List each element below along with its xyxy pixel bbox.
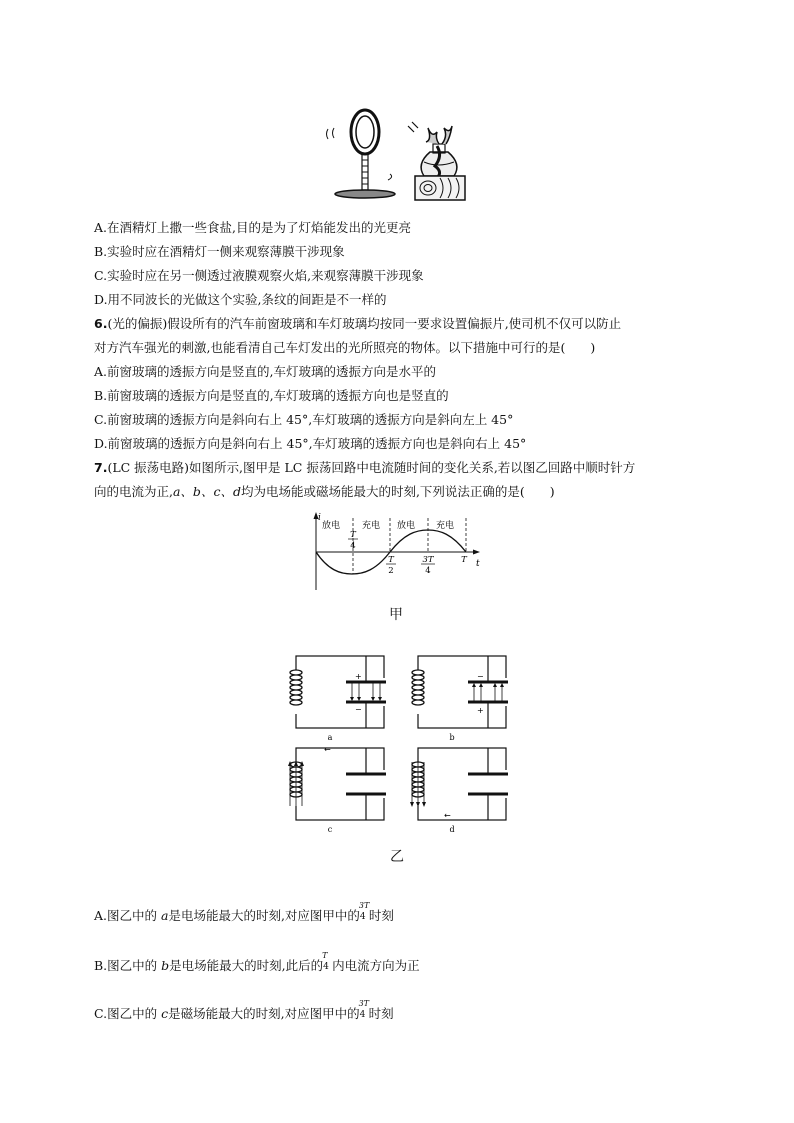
tick-t4-den: 4 — [350, 541, 356, 551]
q7-option-c: C.图乙中的 c是磁场能最大的时刻,对应图甲中的 3T 4 时刻 — [94, 999, 394, 1021]
q6-option-b: B.前窗玻璃的透振方向是竖直的,车灯玻璃的透振方向也是竖直的 — [94, 388, 449, 403]
phase-label-3: 放电 — [397, 521, 416, 531]
circuit-b — [410, 656, 510, 742]
lc-circuits-figure — [286, 652, 516, 834]
svg-text:−: − — [477, 672, 484, 681]
q5-option-b: B.实验时应在酒精灯一侧来观察薄膜干涉现象 — [94, 244, 345, 259]
tick-3t4-num: 3T — [422, 555, 434, 565]
circuit-a-label: a — [327, 733, 333, 742]
q5-option-d: D.用不同波长的光做这个实验,条纹的间距是不一样的 — [94, 292, 387, 307]
caption-jia: 甲 — [389, 607, 403, 623]
tick-t2-den: 2 — [388, 566, 394, 576]
fraction-3t-4: 3T 4 — [358, 901, 370, 922]
circuit-a — [288, 656, 388, 742]
q6-number: 6. — [94, 316, 108, 331]
circuit-d — [410, 748, 510, 834]
q7-variables: a、b、c、d — [172, 484, 241, 499]
q6-option-a: A.前窗玻璃的透振方向是竖直的,车灯玻璃的透振方向是水平的 — [94, 364, 436, 379]
q6-option-d: D.前窗玻璃的透振方向是斜向右上 45°,车灯玻璃的透振方向也是斜向右上 45° — [94, 436, 527, 451]
q6-option-c: C.前窗玻璃的透振方向是斜向右上 45°,车灯玻璃的透振方向是斜向左上 45° — [94, 412, 514, 427]
fraction-t-4: T 4 — [322, 951, 329, 972]
q7-stem-line2: 向的电流为正,a、b、c、d均为电场能或磁场能最大的时刻,下列说法正确的是( ) — [94, 484, 555, 499]
q5-option-c: C.实验时应在另一侧透过液膜观察火焰,来观察薄膜干涉现象 — [94, 268, 424, 283]
thin-film-apparatus-figure — [320, 104, 480, 206]
tick-t: T — [461, 555, 467, 565]
current-time-graph — [300, 512, 490, 594]
q5-option-a: A.在酒精灯上撒一些食盐,目的是为了灯焰能发出的光更亮 — [94, 220, 411, 235]
q7-stem-line1: 7.(LC 振荡电路)如图所示,图甲是 LC 振荡回路中电流随时间的变化关系,若以图乙回路中顺时针方 — [94, 460, 636, 475]
fraction-3t-4-c: 3T 4 — [358, 999, 370, 1020]
svg-text:←: ← — [324, 745, 331, 754]
circuit-c-label: c — [327, 825, 333, 834]
t-axis-label: t — [476, 559, 480, 569]
q7-option-b: B.图乙中的 b是电场能最大的时刻,此后的 T 4 内电流方向为正 — [94, 951, 420, 973]
circuit-c — [288, 745, 388, 834]
circuit-b-label: b — [449, 733, 455, 742]
q7-option-a: A.图乙中的 a是电场能最大的时刻,对应图甲中的 3T 4 时刻 — [94, 901, 394, 923]
wire-ring-stand — [327, 110, 396, 198]
caption-yi: 乙 — [390, 849, 404, 865]
tick-t4-num: T — [350, 530, 356, 540]
tick-3t4-den: 4 — [425, 566, 431, 576]
svg-text:+: + — [477, 706, 484, 715]
svg-text:+: + — [355, 672, 362, 681]
q6-stem-line1: 6.(光的偏振)假设所有的汽车前窗玻璃和车灯玻璃均按同一要求设置偏振片,使司机不仅可以防止 — [94, 316, 622, 331]
alcohol-lamp — [408, 122, 465, 200]
phase-label-1: 放电 — [322, 521, 341, 531]
tick-t2-num: T — [388, 555, 394, 565]
svg-text:−: − — [355, 705, 362, 714]
q7-number: 7. — [94, 460, 108, 475]
phase-label-4: 充电 — [436, 521, 455, 531]
svg-text:←: ← — [444, 811, 451, 820]
i-axis-label: i — [318, 513, 321, 523]
phase-label-2: 充电 — [362, 521, 381, 531]
circuit-d-label: d — [449, 825, 455, 834]
q6-stem-line2: 对方汽车强光的刺激,也能看清自己车灯发出的光所照亮的物体。以下措施中可行的是( ) — [94, 340, 596, 355]
